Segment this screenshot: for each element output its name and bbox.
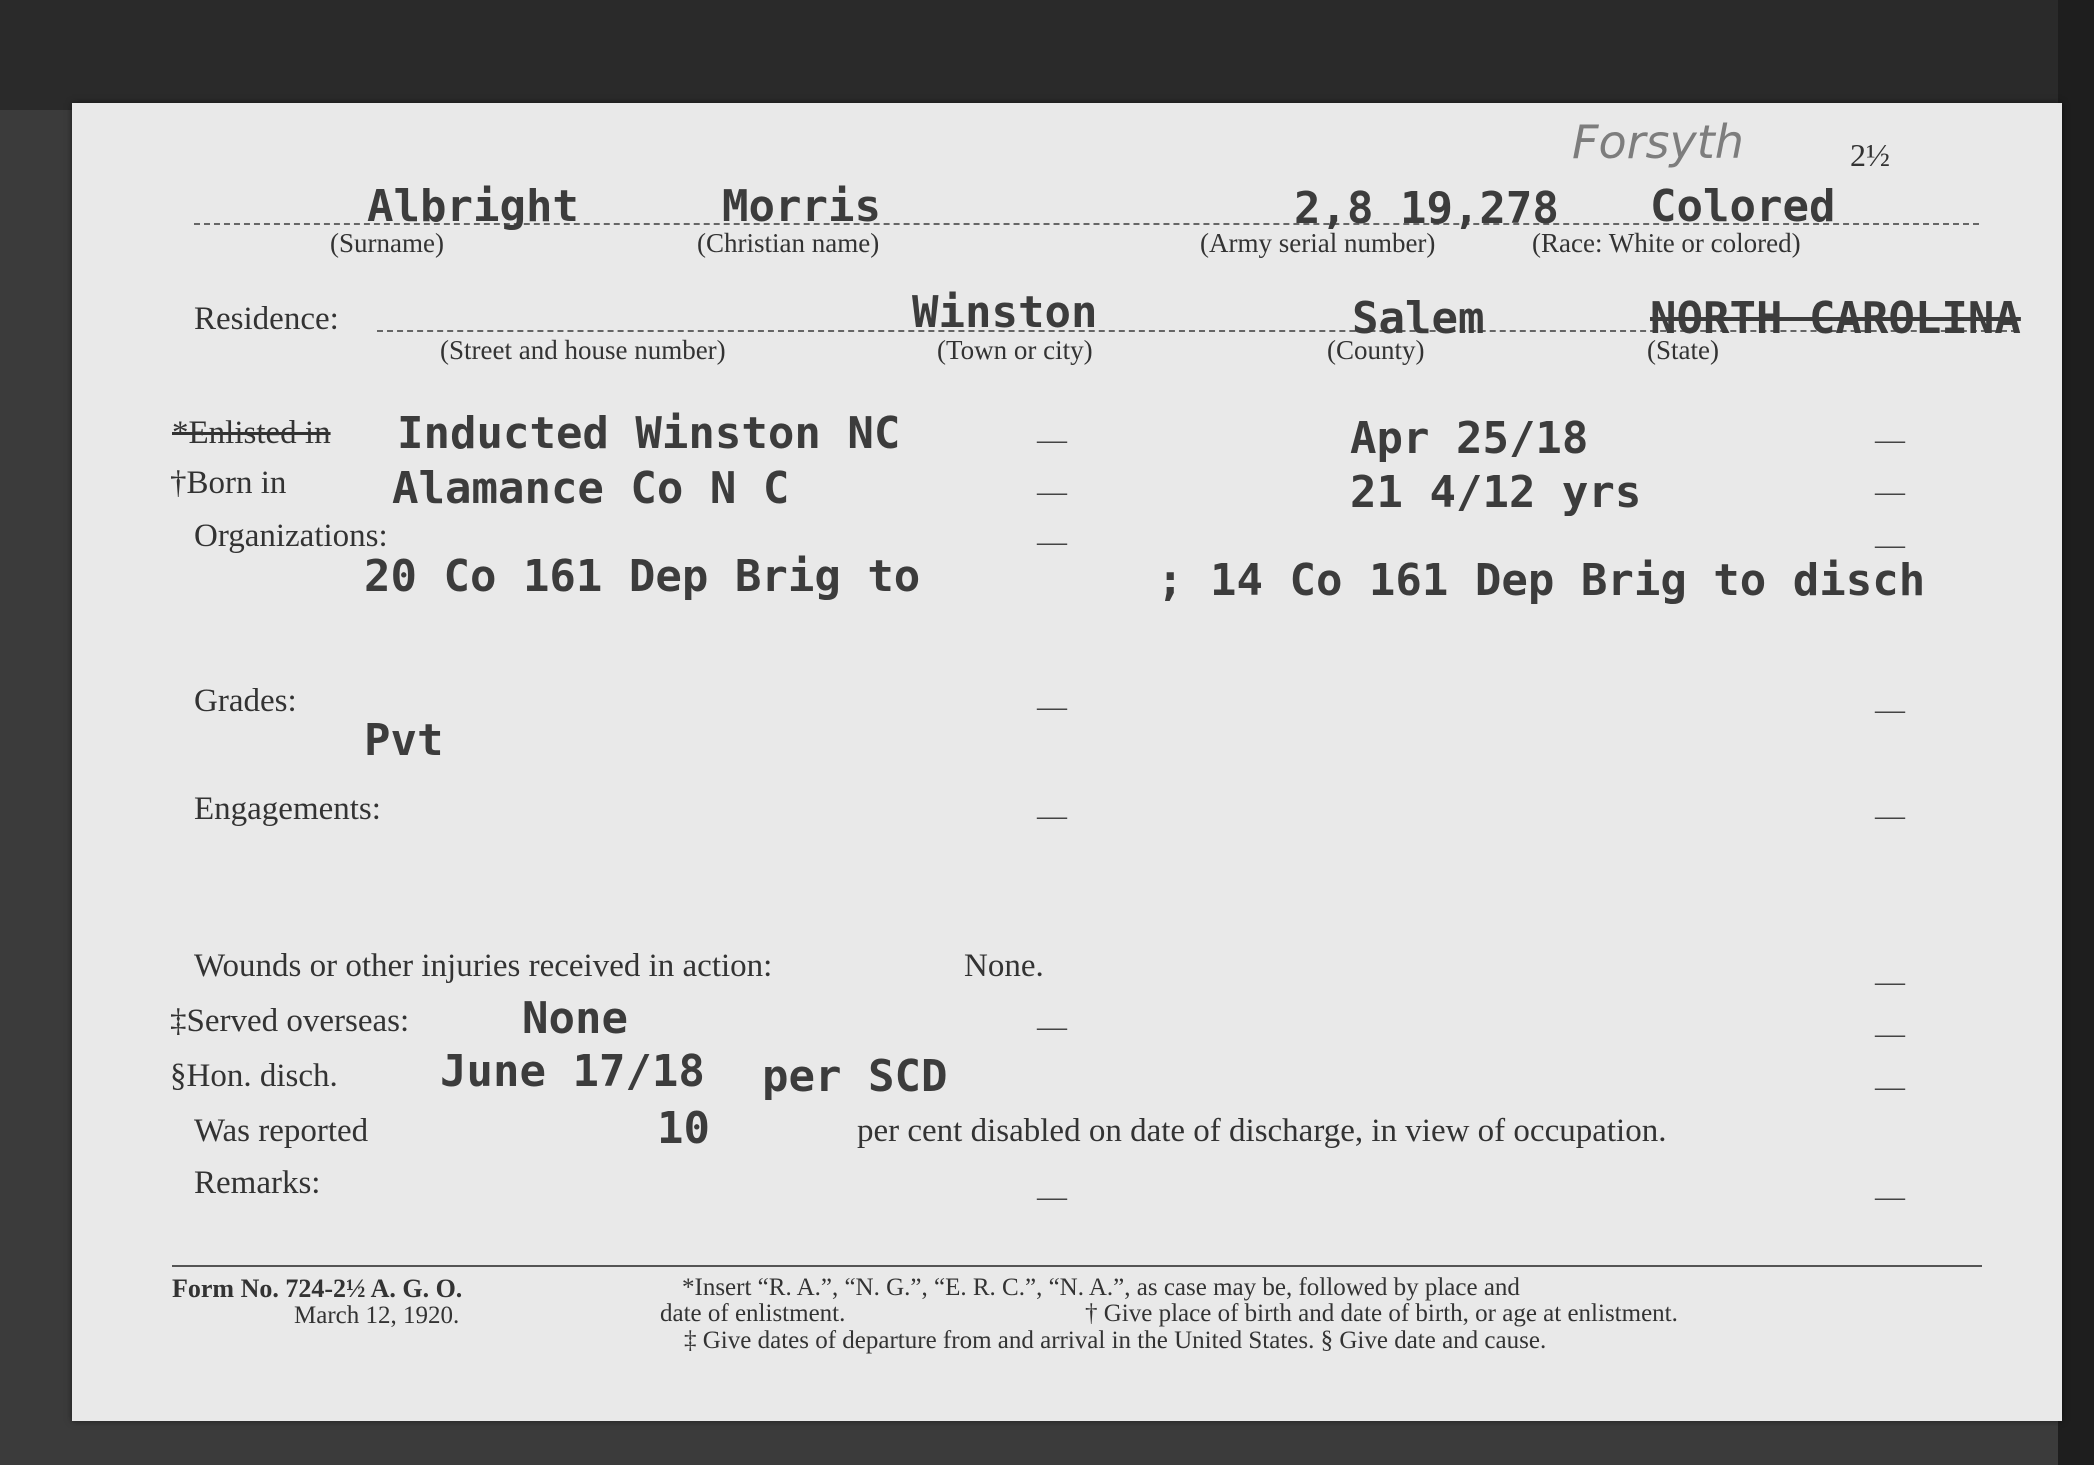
born-place: Alamance Co N C	[392, 463, 790, 514]
grades-value: Pvt	[364, 715, 444, 766]
disability-percent: 10	[657, 1103, 710, 1154]
county-note: Forsyth	[1572, 115, 1744, 169]
county-value: Salem	[1352, 293, 1485, 344]
scan-background-right	[2058, 0, 2094, 1465]
dash: —	[1037, 1010, 1067, 1043]
form-number: Form No. 724-2½ A. G. O.	[172, 1274, 463, 1303]
race-caption: (Race: White or colored)	[1532, 228, 1801, 258]
dash: —	[1037, 525, 1067, 558]
dash: —	[1875, 799, 1905, 832]
dash: —	[1875, 1070, 1905, 1103]
service-record-card	[72, 103, 2062, 1421]
wounds-value: None.	[964, 948, 1044, 984]
organizations-label: Organizations:	[194, 518, 388, 554]
discharge-label: §Hon. disch.	[170, 1058, 338, 1094]
discharge-date: June 17/18	[440, 1046, 705, 1097]
footer-rule	[172, 1265, 1982, 1267]
surname-caption: (Surname)	[330, 228, 444, 258]
footnote-overseas-discharge: ‡ Give dates of departure from and arrival in the United States. § Give date and cause.	[684, 1327, 1547, 1354]
overseas-label: ‡Served overseas:	[170, 1003, 410, 1039]
dash: —	[1875, 423, 1905, 456]
christian-name-caption: (Christian name)	[697, 228, 880, 258]
dash: —	[1875, 528, 1905, 561]
grades-label: Grades:	[194, 683, 297, 719]
born-label: †Born in	[170, 465, 287, 501]
wounds-label: Wounds or other injuries received in action:	[194, 948, 773, 984]
footnote-enlisted-cont: date of enlistment.	[660, 1300, 846, 1327]
dash: —	[1037, 475, 1067, 508]
enlisted-place: Inducted Winston NC	[397, 408, 901, 459]
serial-number-value: 2,8 19,278	[1294, 183, 1559, 234]
serial-number-caption: (Army serial number)	[1200, 228, 1436, 258]
dash: —	[1037, 423, 1067, 456]
enlisted-date: Apr 25/18	[1350, 413, 1589, 464]
town-caption: (Town or city)	[937, 335, 1093, 365]
born-age: 21 4/12 yrs	[1350, 467, 1642, 518]
disability-suffix: per cent disabled on date of discharge, in view of occupation.	[857, 1113, 1667, 1149]
race-value: Colored	[1650, 181, 1836, 232]
street-caption: (Street and house number)	[440, 335, 726, 365]
county-caption: (County)	[1327, 335, 1425, 365]
dash: —	[1875, 475, 1905, 508]
town-value: Winston	[912, 287, 1098, 338]
dash: —	[1037, 1180, 1067, 1213]
disability-label: Was reported	[194, 1113, 369, 1149]
form-fraction: 2½	[1850, 137, 1890, 173]
dash: —	[1037, 690, 1067, 723]
scan-background-top	[0, 0, 2094, 110]
organizations-second: ; 14 Co 161 Dep Brig to disch	[1157, 555, 1926, 606]
surname-value: Albright	[367, 181, 579, 232]
dash: —	[1875, 1017, 1905, 1050]
enlisted-label: *Enlisted in	[172, 415, 331, 451]
residence-label: Residence:	[194, 301, 339, 337]
footnote-born: † Give place of birth and date of birth, or age at enlistment.	[1085, 1300, 1678, 1327]
dash: —	[1875, 965, 1905, 998]
remarks-label: Remarks:	[194, 1165, 321, 1201]
overseas-value: None	[522, 993, 628, 1044]
organizations-first: 20 Co 161 Dep Brig to	[364, 551, 921, 602]
christian-name-value: Morris	[722, 181, 881, 232]
dash: —	[1875, 693, 1905, 726]
engagements-label: Engagements:	[194, 791, 381, 827]
form-date: March 12, 1920.	[294, 1302, 460, 1329]
dash: —	[1875, 1180, 1905, 1213]
dash: —	[1037, 799, 1067, 832]
footnote-enlisted: *Insert “R. A.”, “N. G.”, “E. R. C.”, “N. A.”, as case may be, followed by place and	[682, 1274, 1520, 1301]
discharge-cause: per SCD	[762, 1051, 948, 1102]
state-value: NORTH CAROLINA	[1650, 293, 2021, 344]
state-caption: (State)	[1647, 335, 1719, 365]
